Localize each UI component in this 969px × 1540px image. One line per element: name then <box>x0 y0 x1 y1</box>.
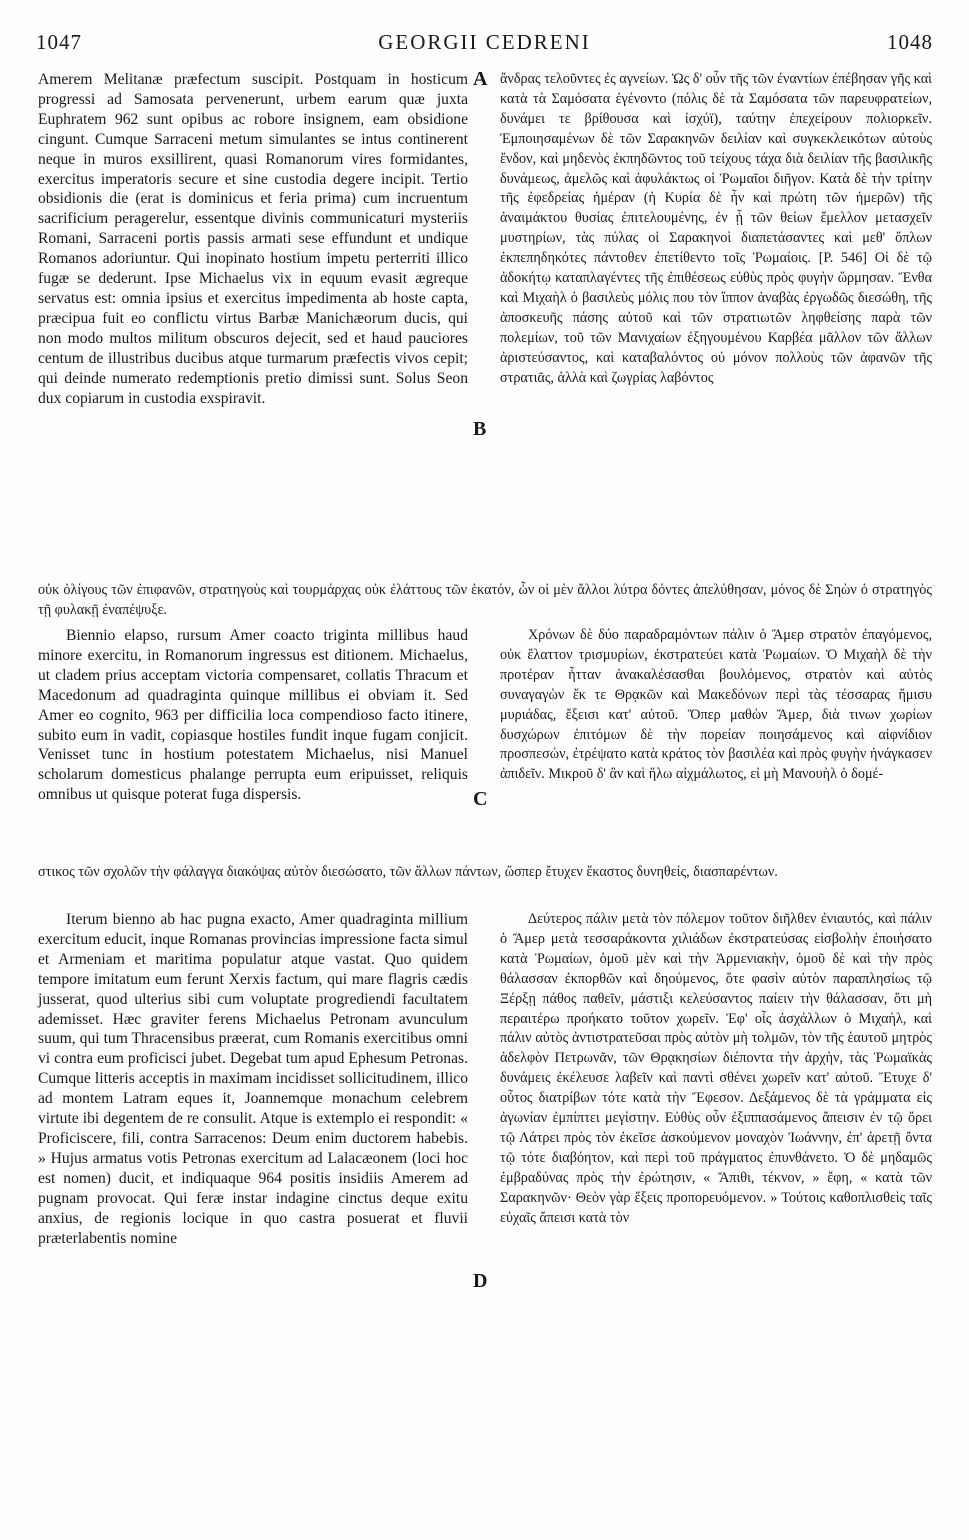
section-mark-b: B <box>473 418 487 440</box>
section-mark-c: C <box>473 788 488 810</box>
page-number-right: 1048 <box>887 30 933 54</box>
latin-paragraph: Iterum bienno ab hac pugna exacto, Amer quadraginta millium exercitum educit, inque Romanas provincias impressione facta simul et Armeniam et maritima populatur atque vastat. Quo quidem tempore imitatum eum ferunt Xerxis factum, qui mare flagris cædis jusserat, quod ulterius sibi cum voluptate progrediendi facultatem ademisset. Hæc graviter ferens Michaelus Petronam avunculum suum, qui tum Thracensibus præerat, cum Romanis exercitibus omni vi contra eum proficisci jubet. Degebat tum apud Ephesum Petronas. Cumque litteris acceptis in maximam incidisset sollicitudinem, illico ad montem Latram eques it, Joannemque monachum celebrem virtute ibi degentem de re consulit. Atque is extemplo ei respondit: « Proficiscere, fili, contra Sarracenos: Deum enim ductorem habebis. » Hujus armatus votis Petronas exercitum ad Lalacæonem (loci hoc est nomen) ducit, et indiquaque 964 positis insidiis Amerem ad pugnam provocat. Qui feræ instar indagine cinctus deque exitu anxius, de regionis locique in quo castra posuerat et fluvii præterlabentis nomine <box>38 911 468 1247</box>
section-mark-d: D <box>473 1270 488 1292</box>
latin-paragraph: Biennio elapso, rursum Amer coacto triginta millibus haud minore exercitu, in Romanorum ingressus est ditionem. Michaelus, ut cladem prius acceptam victoria compensaret, collatis Thracum et Macedonum ad quadraginta quinque millibus ei obviam it. Sed Amer eo cognito, 963 per difficilia loca compendioso facto itinere, subito eum in vadit, copiasque hostiles fundit inque fugam conjicit. Venisset tunc in hostium potestatem Michaelus, nisi Manuel scholarum domesticus phalange perrupta eum eripuisset, reliquis omnibus ut quisque poterat fuga dispersis. <box>38 627 468 804</box>
running-title: GEORGII CEDRENI <box>378 30 591 54</box>
greek-paragraph: ἄνδρας τελοῦντες ἐς αγνείων. Ὡς δ' οὖν τῆς τῶν ἐναντίων ἐπέβησαν γῆς καὶ κατὰ τὰ Σαμόσατα ἐγένοντο (πόλις δὲ τὰ Σαμόσατα τῶν παρευφρατείων, δυνάμει τε βρίθουσα καὶ ἰσχύϊ), ταύτην ἐπεχείρουν πολιορκεῖν. Ἐμποιησαμένων δὲ τῶν Σαρακηνῶν δειλίαν καὶ συγκεκλεικότων αὐτοὺς ἔνδον, καὶ μηδενὸς ἐκπηδῶντος τοῦ τείχους τάχα διὰ δειλίαν τῆς βασιλικῆς δυνάμεως, ἀμελῶς καὶ ἀφυλάκτως οἱ Ῥωμαῖοι διῆγον. Κατὰ δὲ τὴν τρίτην τῆς ἐφεδρείας ἡμέραν (ἡ Κυρία δὲ ἦν καὶ πρώτη τῶν ἡμερῶν) τῆς ἀναιμάκτου θυσίας ἐπιτελουμένης, ἐν ᾗ τῶν θείων ἔμελλον μετασχεῖν μυστηρίων, τὰς πύλας οἱ Σαρακηνοὶ διαπετάσαντες καὶ μεθ' ὅπλων ἐκπεπηδηκότες πάντοθεν ἐπετίθεντο τοῖς Ῥωμαίοις. [P. 546] Οἱ δὲ τῷ ἀδοκήτῳ καταπλαγέντες τῆς ἐπιθέσεως εὐθὺς πρὸς φυγὴν ὥρμησαν. Ἔνθα καὶ Μιχαὴλ ὁ βασιλεὺς μόλις που τὸν ἵππον ἀναβὰς ἐργωδῶς διεσώθη, τῆς ἀποσκευῆς πάσης αὐτοῦ καὶ τῶν στρατιωτῶν ληφθείσης παρὰ τῶν πολεμίων, τοῦ τῶν Μανιχαίων ἐξηγουμένου Καρβέα μᾶλλον τῶν ἄλλων ἀριστεύσαντος, καὶ καταβαλόντος οὐ μόνον πολλοὺς τῶν ἀφανῶν τῆς στρατιᾶς, ἀλλὰ καὶ ζωγρίας λαβόντος <box>500 71 932 386</box>
full-width-line-block-2 <box>38 863 932 883</box>
latin-column-block-3 <box>38 910 468 1248</box>
latin-column-block-1 <box>38 70 468 408</box>
latin-column-block-2 <box>38 626 468 805</box>
greek-paragraph: Χρόνων δὲ δύο παραδραμόντων πάλιν ὁ Ἄμερ στρατὸν ἐπαγόμενος, οὐκ ἔλαττον τρισμυρίων, ἐκστρατεύει κατὰ Ῥωμαίων. Ὁ Μιχαὴλ δὲ τὴν προτέραν ἧτταν ἀνακαλέσασθαι βουλόμενος, στρατὸν καὶ αὐτὸς συναγαγὼν ἔκ τε Θρᾳκῶν καὶ Μακεδόνων περὶ τὰς τέσσαρας ἥμισυ μυριάδας, ἔξεισι κατ' αὐτοῦ. Ὅπερ μαθὼν Ἄμερ, διὰ τινων χωρίων δυσχώρων ἐπιτόμων δὲ τὴν πορείαν ποιησάμενος καὶ αἰφνίδιον προσπεσών, ἐτρέψατο κατὰ κράτος τὸν βασιλέα καὶ πρὸς φυγὴν ἠνάγκασεν ἀπιδεῖν. Μικροῦ δ' ἂν καὶ ἥλω αἰχμάλωτος, εἰ μὴ Μανουὴλ ὁ δομέ- <box>500 627 932 783</box>
section-mark-a: A <box>473 68 488 90</box>
greek-continuation: στικος τῶν σχολῶν τὴν φάλαγγα διακόψας αὐτὸν διεσώσατο, τῶν ἄλλων πάντων, ὥσπερ ἔτυχεν ἕκαστος δυνηθείς, διασπαρέντων. <box>38 864 778 880</box>
greek-paragraph: Δεύτερος πάλιν μετὰ τὸν πόλεμον τοῦτον διῆλθεν ἐνιαυτός, καὶ πάλιν ὁ Ἄμερ μετὰ τεσσαράκοντα χιλιάδων ἐκστρατεύσας εἰσβολὴν ἐποιήσατο κατὰ Ῥωμαίων, ὁμοῦ μὲν καὶ τὴν Ἀρμενιακὴν, ὁμοῦ δὲ καὶ τὴν πρὸς θάλασσαν ἐκπορθῶν καὶ δηούμενος, ὅτε φασὶν αὐτὸν παραπλησίως τῷ Ξέρξῃ πάθος παθεῖν, μάστιξι κελεύσαντος παίειν τὴν θάλασσαν, ὅτι μὴ περαιτέρω προήκατο τοῦτον χωρεῖν. Ἐφ' οἷς ἀσχάλλων ὁ Μιχαὴλ, καὶ πάλιν αὐτὸς ἀντιστρατεῦσαι πρὸς αὐτὸν μὴ τολμῶν, τὸν τῆς ἑαυτοῦ μητρὸς ἀδελφὸν Πετρωνᾶν, τῶν Θρᾳκησίων διέποντα τὴν ἀρχὴν, τὰς Ῥωμαϊκὰς δυνάμεις ἐκέλευσε λαβεῖν καὶ παντὶ σθένει χωρεῖν κατ' αὐτοῦ. Ἔτυχε δ' οὗτος διατρίβων τότε κατὰ τὴν Ἔφεσον. Δεξάμενος δὲ τὰ γράμματα εἰς ἀγωνίαν ἐμπίπτει μεγίστην. Εὐθὺς οὖν ἐξιππασάμενος ἄπεισιν ἐν τῷ ὄρει τῷ Λάτρει πρὸς τὸν ἐκεῖσε ἀσκούμενον μοναχὸν Ἰωάννην, ἐπ' ἀρετῇ ὄντα τῷ τότε διαβόητον, καὶ περὶ τοῦ πράγματος ἐπυνθάνετο. Ὁ δὲ μηδαμῶς ἐμβραδύνας πρὸς τὴν ἐρώτησιν, « Ἄπιθι, τέκνον, » ἔφη, « κατὰ τῶν Σαρακηνῶν· Θεὸν γὰρ ἕξεις προπορευόμενον. » Τούτοις καθοπλισθεὶς ταῖς εὐχαῖς ἄπεισι κατὰ τὸν <box>500 911 932 1226</box>
greek-column-block-2 <box>500 626 932 785</box>
greek-column-block-1 <box>500 70 932 389</box>
full-width-line-block-1 <box>38 581 932 621</box>
greek-column-block-3 <box>500 910 932 1229</box>
latin-paragraph: Amerem Melitanæ præfectum suscipit. Postquam in hosticum progressi ad Samosata pervenerunt, urbem earum quæ juxta Euphratem 962 sunt opibus ac robore insignem, eam obsidione cingunt. Cumque Sarraceni metum simulantes se intus continerent neque in muros exsillirent, quasi Romanorum vires formidantes, exercitus imperatoris secure et sine custodia degere incipit. Tertio obsidionis die (erat is dominicus et feria prima) cum incruentum sacrificium peragerelur, essentque divinis communicaturi mysteriis Romani, Sarraceni portis passis armati sese effundunt et undique Romanos adoriuntur. Qui inopinato hostium impetu perterriti illico fugæ se dederunt. Ipse Michaelus vix in equum evasit ægreque servatus est: omnia ipsius et exercitus impedimenta ab hoste capta, præcipua fuit eo conflictu virtus Barbæ Manichæorum ducis, qui non modo multos militum obscuros dejecit, sed et haud pauciores centum de illustribus ducibus atque turmarum præfectis vivos cepit; qui deinde numerato redemptionis pretio dimissi sunt. Solus Seon dux copiarum in custodia exspiravit. <box>38 71 468 407</box>
greek-continuation: οὐκ ὀλίγους τῶν ἐπιφανῶν, στρατηγοὺς καὶ τουρμάρχας οὐκ ἐλάττους τῶν ἑκατόν, ὧν οἱ μὲν ἄλλοι λύτρα δόντες ἀπελύθησαν, μόνος δὲ Σηὼν ὁ στρατηγὸς τῇ φυλακῇ ἐναπέψυξε. <box>38 582 932 618</box>
running-header <box>30 30 939 58</box>
page-number-left: 1047 <box>36 30 82 54</box>
